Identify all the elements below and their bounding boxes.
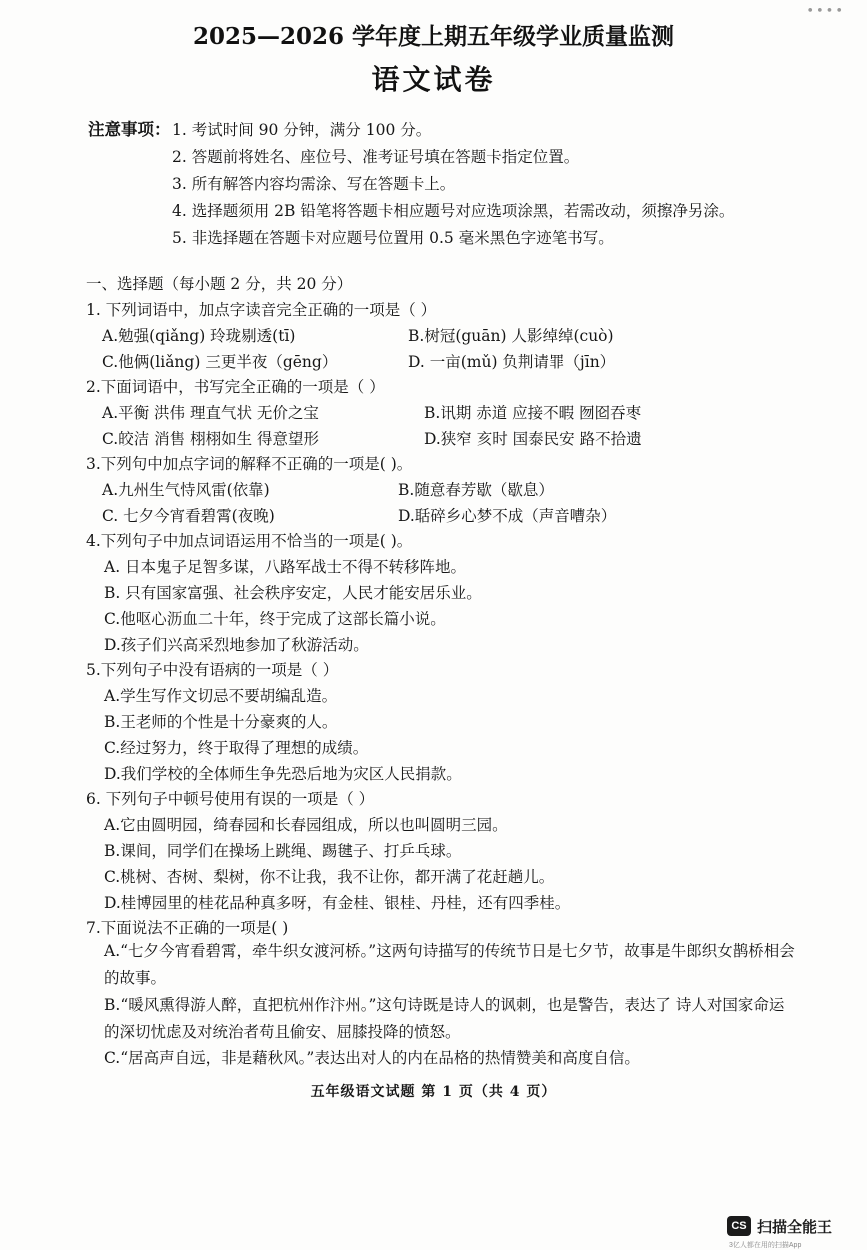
question-4-stem: 4.下列句子中加点词语运用不恰当的一项是( )。: [86, 532, 413, 550]
question-3-option-b: B.随意春芳歇（歇息）: [398, 481, 554, 499]
question-5-option-c: C.经过努力，终于取得了理想的成绩。: [104, 739, 369, 757]
question-7-option-a: A.“七夕今宵看碧霄，牵牛织女渡河桥。”这两句诗描写的传统节日是七夕节，故事是牛郎织女鹊桥相会的故事。: [104, 942, 795, 987]
question-1-option-d: D. 一亩(mǔ) 负荆请罪（jīn）: [408, 353, 616, 371]
question-6-option-a: A.它由圆明园，绮春园和长春园组成，所以也叫圆明三园。: [104, 816, 508, 834]
question-2-option-a: A.平衡 洪伟 理直气状 无价之宝: [102, 404, 319, 422]
brand-name: 扫描全能王: [757, 1219, 833, 1236]
question-7-stem: 7.下面说法不正确的一项是( ): [86, 919, 289, 937]
brand-tagline: 3亿人都在用的扫描App: [729, 1242, 802, 1249]
note-item: 1. 考试时间 90 分钟，满分 100 分。: [172, 121, 432, 139]
note-item: 5. 非选择题在答题卡对应题号位置用 0.5 毫米黑色字迹笔书写。: [172, 229, 614, 247]
question-6-option-c: C.桃树、杏树、梨树，你不让我，我不让你，都开满了花赶趟儿。: [104, 868, 555, 886]
question-2-option-d: D.狭窄 亥时 国泰民安 路不拾遗: [424, 430, 642, 448]
exam-title: 2025—2026 学年度上期五年级学业质量监测: [192, 23, 675, 50]
exam-subtitle: 语文试卷: [371, 63, 496, 96]
question-3-option-d: D.聒碎乡心梦不成（声音嘈杂）: [398, 507, 617, 525]
corner-mark: ••••: [806, 4, 845, 19]
question-5-stem: 5.下列句子中没有语病的一项是（ ）: [86, 661, 339, 679]
question-1-stem: 1. 下列词语中，加点字读音完全正确的一项是（ ）: [86, 301, 437, 319]
question-6-option-b: B.课间，同学们在操场上跳绳、踢毽子、打乒乓球。: [104, 842, 462, 860]
question-3-stem: 3.下列句中加点字词的解释不正确的一项是( )。: [86, 455, 413, 473]
question-7-option-b: B.“暖风熏得游人醉，直把杭州作汴州。”这句诗既是诗人的讽刺，也是警告，表达了 诗人对国家命运的深切忧虑及对统治者苟且偷安、屈膝投降的愤怒。: [104, 996, 785, 1041]
question-2-option-c: C.皎洁 消售 栩栩如生 得意望形: [102, 430, 320, 448]
camscanner-logo-icon: CS: [727, 1216, 751, 1236]
question-4-option-b: B. 只有国家富强、社会秩序安定，人民才能安居乐业。: [104, 584, 482, 602]
question-6-stem: 6. 下列句子中顿号使用有误的一项是（ ）: [86, 790, 375, 808]
question-5-option-d: D.我们学校的全体师生争先恐后地为灾区人民捐款。: [104, 765, 462, 783]
question-5-option-b: B.王老师的个性是十分豪爽的人。: [104, 713, 338, 731]
question-3-option-a: A.九州生气恃风雷(依靠): [102, 481, 270, 499]
section-heading: 一、选择题（每小题 2 分，共 20 分）: [86, 275, 353, 293]
question-1-option-c: C.他俩(liǎng) 三更半夜（gēng）: [102, 353, 338, 371]
question-7-option-c: C.“居高声自远，非是藉秋风。”表达出对人的内在品格的热情赞美和高度自信。: [104, 1049, 640, 1067]
note-item: 2. 答题前将姓名、座位号、准考证号填在答题卡指定位置。: [172, 148, 580, 166]
question-1-option-b: B.树冠(guān) 人影绰绰(cuò): [408, 327, 614, 345]
question-3-option-c: C. 七夕今宵看碧霄(夜晚): [102, 507, 275, 525]
question-6-option-d: D.桂博园里的桂花品种真多呀，有金桂、银桂、丹桂，还有四季桂。: [104, 894, 571, 912]
question-5-option-a: A.学生写作文切忌不要胡编乱造。: [104, 687, 338, 705]
notes-label: 注意事项：: [88, 120, 171, 139]
question-4-option-c: C.他呕心沥血二十年，终于完成了这部长篇小说。: [104, 610, 446, 628]
page-footer: 五年级语文试题 第 1 页（共 4 页）: [310, 1084, 557, 1100]
question-4-option-d: D.孩子们兴高采烈地参加了秋游活动。: [104, 636, 369, 654]
question-2-stem: 2.下面词语中，书写完全正确的一项是（ ）: [86, 378, 385, 396]
question-4-option-a: A. 日本鬼子足智多谋，八路军战士不得不转移阵地。: [104, 558, 467, 576]
note-item: 4. 选择题须用 2B 铅笔将答题卡相应题号对应选项涂黑，若需改动，须擦净另涂。: [172, 202, 735, 220]
note-item: 3. 所有解答内容均需涂、写在答题卡上。: [172, 175, 456, 193]
question-2-option-b: B.讯期 赤道 应接不暇 囫囵吞枣: [424, 404, 642, 422]
question-1-option-a: A.勉强(qiǎng) 玲珑剔透(tī): [102, 327, 296, 345]
